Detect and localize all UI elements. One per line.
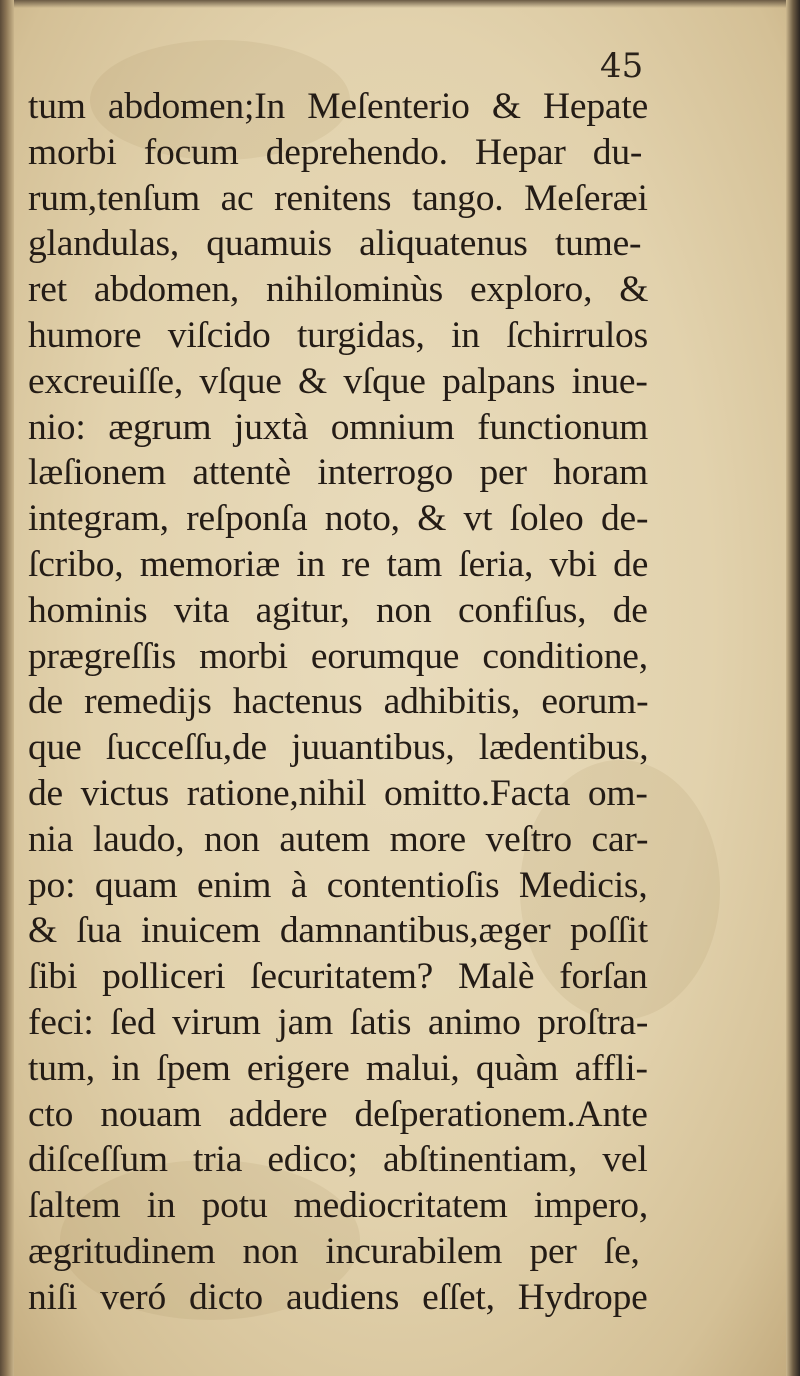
text-line: feci: ſed virum jam ſatis animo proſtra-: [28, 1001, 649, 1043]
text-line: nio: ægrum juxtà omnium functionum: [28, 406, 649, 448]
text-line: ſibi polliceri ſecuritatem? Malè forſan: [28, 956, 648, 998]
text-line: ſcribo, memoriæ in re tam ſeria, vbi de: [28, 543, 649, 585]
text-line: nia laudo, non autem more veſtro car-: [28, 818, 649, 860]
text-line: glandulas, quamuis aliquatenus tume-: [28, 223, 642, 265]
text-line: prægreſſis morbi eorumque conditione,: [28, 635, 648, 677]
page-gutter-shadow: [0, 0, 14, 1376]
text-line: integram, reſponſa noto, & vt ſoleo de-: [28, 498, 649, 540]
text-line: de remedijs hactenus adhibitis, eorum-: [28, 681, 649, 723]
text-line: ægritudinem non incurabilem per ſe,: [28, 1230, 640, 1272]
text-line: de victus ratione,nihil omitto.Facta om-: [28, 772, 648, 814]
text-line: cto nouam addere deſperationem.Ante: [28, 1093, 648, 1135]
page-top-shadow: [0, 0, 800, 8]
text-line: tum abdomen;In Meſenterio & Hepate: [28, 86, 649, 127]
text-line: excreuiſſe, vſque & vſque palpans inue-: [28, 360, 648, 402]
text-line: humore viſcido turgidas, in ſchirrulos: [28, 314, 648, 356]
text-line: po: quam enim à contentioſis Medicis,: [28, 864, 648, 906]
text-line: ſaltem in potu mediocritatem impero,: [28, 1185, 649, 1227]
text-line: ret abdomen, nihilominùs exploro, &: [28, 269, 649, 311]
text-line: que ſucceſſu,de juuantibus, lædentibus,: [28, 727, 649, 769]
body-text: [28, 84, 668, 1321]
page-right-edge: [786, 0, 800, 1376]
text-line: hominis vita agitur, non confiſus, de: [28, 589, 648, 631]
text-line: diſceſſum tria edico; abſtinentiam, vel: [28, 1139, 648, 1181]
text-line: tum, in ſpem erigere malui, quàm affli-: [28, 1047, 648, 1089]
text-line: niſi veró dicto audiens eſſet, Hydrope: [28, 1276, 648, 1318]
text-line: & ſua inuicem damnantibus,æger poſſit: [28, 910, 648, 952]
text-line: læſionem attentè interrogo per horam: [28, 452, 648, 494]
page-number: 45: [600, 46, 644, 86]
text-line: morbi focum deprehendo. Hepar du-: [28, 131, 643, 173]
text-line: rum,tenſum ac renitens tango. Meſeræi: [28, 177, 648, 219]
